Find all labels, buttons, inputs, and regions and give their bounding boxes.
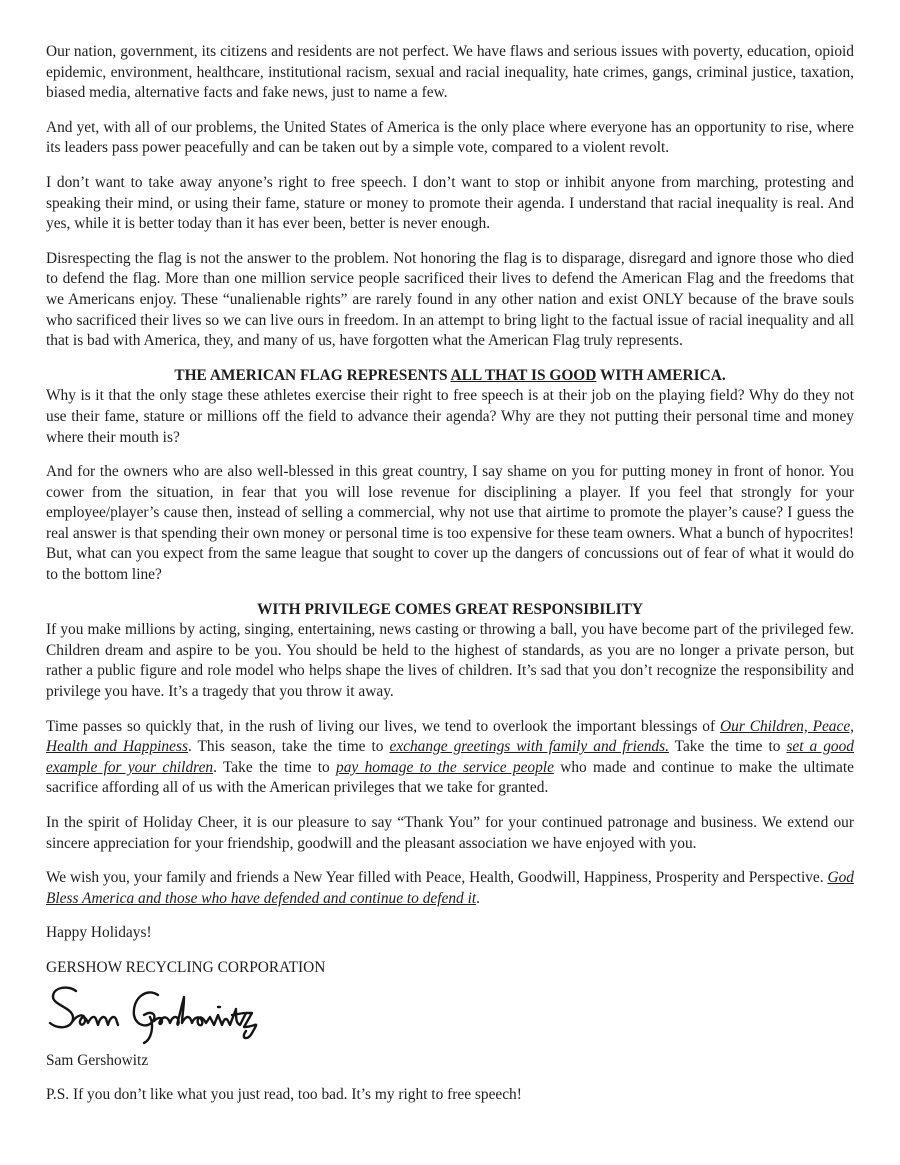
text-segment: . xyxy=(476,889,480,907)
emphasis-pay-homage: pay homage to the service people xyxy=(336,758,554,776)
paragraph-free-speech: I don’t want to take away anyone’s right to free speech. I don’t want to stop or inhibit anyone from marching, protesting and speaking their mind, or using their fame, stature or money to promote their agenda. I understand that racial inequality is real. And yes, while it is better today than it has ever been, better is never enough. xyxy=(46,173,854,233)
emphasis-good-example: set a good example for your children xyxy=(46,738,854,776)
heading-privilege: WITH PRIVILEGE COMES GREAT RESPONSIBILITY xyxy=(257,600,643,618)
heading-flag-represents xyxy=(46,366,854,387)
text-segment: . This season, take the time to xyxy=(187,738,390,756)
emphasis-exchange-greetings: exchange greetings with family and friends. xyxy=(389,738,669,756)
paragraph-time-passes xyxy=(46,717,854,799)
paragraph-disrespecting-flag: Disrespecting the flag is not the answer to the problem. Not honoring the flag is to disparage, disregard and ignore those who died to defend the flag. More than one million service people sacrificed their lives to defend the American Flag and the freedoms that we Americans enjoy. These “unalienable rights” are rarely found in any other nation and exist ONLY because of the brave souls who sacrificed their lives so we can live ours in freedom. In an attempt to bring light to the factual issue of racial inequality and all that is bad with America, they, and many of us, have forgotten what the American Flag truly represents. xyxy=(46,249,854,350)
paragraph-owners: And for the owners who are also well-blessed in this great country, I say shame on you for putting money in front of honor. You cower from the situation, in fear that you will lose revenue for disciplining a player. If you feel that strongly for your employee/player’s cause then, instead of selling a commercial, why not use that airtime to promote the player’s cause? I guess the real answer is that spending their own money or personal time is too expensive for these team owners. What a bunch of hypocrites! But, what can you expect from the same league that sought to cover up the dangers of concussions out of fear of what it would do to the bottom line? xyxy=(46,463,854,584)
text-segment: who made and continue to make the ultimate sacrifice affording all of us with the American privileges that we take for granted. xyxy=(46,758,854,797)
paragraph-athletes: Why is it that the only stage these athletes exercise their right to free speech is at their job on the playing field? Why do they not use their fame, stature or millions off the field to advance their agenda? Why are they not putting their personal time and money where their mouth is? xyxy=(46,387,854,446)
company-name: GERSHOW RECYCLING CORPORATION xyxy=(46,958,326,976)
paragraph-flaws: Our nation, government, its citizens and residents are not perfect. We have flaws and serious issues with poverty, education, opioid epidemic, environment, healthcare, institutional racism, sexual and racial inequality, hate crimes, gangs, criminal justice, taxation, biased media, alternative facts and fake news, just to name a few. xyxy=(46,43,854,102)
handwritten-signature xyxy=(46,981,854,1045)
heading-flag-underlined: ALL THAT IS GOOD xyxy=(450,366,597,384)
greeting-happy-holidays: Happy Holidays! xyxy=(46,924,152,942)
heading-flag-before: THE AMERICAN FLAG REPRESENTS xyxy=(174,366,451,384)
postscript: P.S. If you don’t like what you just read, too bad. It’s my right to free speech! xyxy=(46,1086,522,1104)
text-segment: . Take the time to xyxy=(213,758,337,776)
signature-drawing xyxy=(46,981,296,1045)
paragraph-opportunity: And yet, with all of our problems, the United States of America is the only place where everyone has an opportunity to rise, where its leaders pass power peacefully and can be taken out by a simple vote, compared to a violent revolt. xyxy=(46,118,854,157)
signer-name: Sam Gershowitz xyxy=(46,1051,149,1069)
text-segment: Take the time to xyxy=(668,738,787,756)
paragraph-privileged-few: If you make millions by acting, singing, entertaining, news casting or throwing a ball, you have become part of the privileged few. Children dream and aspire to be you. You should be held to the highest of standards, as you are no longer a private person, but rather a public figure and role model who helps shape the lives of children. It’s sad that you don’t recognize the responsibility and privilege you have. It’s a tragedy that you throw it away. xyxy=(46,621,854,701)
paragraph-new-year xyxy=(46,868,854,909)
text-segment: Time passes so quickly that, in the rush of living our lives, we tend to overlook the important blessings of xyxy=(46,717,721,735)
emphasis-blessings: Our Children, Peace, Health and Happiness xyxy=(46,717,855,756)
emphasis-god-bless: God Bless America and those who have defended and continue to defend it xyxy=(46,869,854,907)
text-segment: We wish you, your family and friends a New Year filled with Peace, Health, Goodwill, Happiness, Prosperity and Perspective. xyxy=(46,869,828,887)
paragraph-holiday-cheer: In the spirit of Holiday Cheer, it is our pleasure to say “Thank You” for your continued patronage and business. We extend our sincere appreciation for your friendship, goodwill and the pleasant association we have enjoyed with you. xyxy=(46,814,854,852)
heading-flag-after: WITH AMERICA. xyxy=(596,366,726,384)
